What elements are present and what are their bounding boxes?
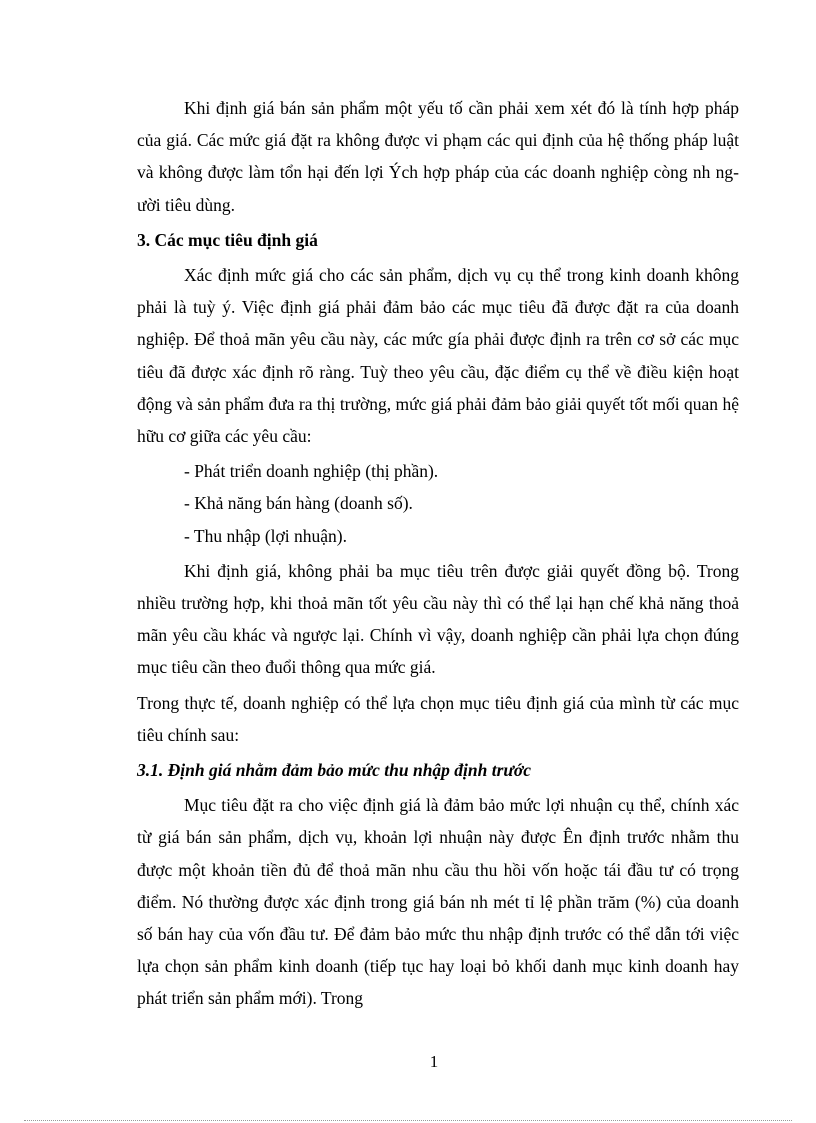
page-number: 1 bbox=[429, 1052, 439, 1071]
list-item: - Phát triển doanh nghiệp (thị phần). bbox=[184, 461, 439, 482]
list-item: - Thu nhập (lợi nhuận). bbox=[184, 525, 347, 546]
page-body bbox=[137, 92, 739, 1018]
page-bottom-divider bbox=[24, 1120, 792, 1121]
paragraph-legality: Khi định giá bán sản phẩm một yếu tố cần phải xem xét đó là tính hợp pháp của giá. Các mức giá đặt ra không được vi phạm các qui định của hệ thống pháp luật và không được làm tổn hại đến lợi Ých hợp pháp của các doanh nghiệp còng nh người tiêu dùng. bbox=[137, 98, 739, 215]
paragraph-in-practice: Trong thực tế, doanh nghiệp có thể lựa chọn mục tiêu định giá của mình từ các mục tiêu chính sau: bbox=[137, 692, 739, 745]
paragraph-target-income: Mục tiêu đặt ra cho việc định giá là đảm bảo mức lợi nhuận cụ thể, chính xác từ giá bán sản phẩm, dịch vụ, khoản lợi nhuận này được Ên định trước nhằm thu được một khoản tiền đủ để thoả mãn nhu cầu thu hồi vốn hoặc tái đầu tư có trọng điểm. Nó thường được xác định trong giá bán nh mét tỉ lệ phần trăm (%) của doanh số bán hay của vốn đầu tư. Để đảm bảo mức thu nhập định trước có thể dẫn tới việc lựa chọn sản phẩm kinh doanh (tiếp tục hay loại bỏ khối danh mục kinh doanh hay phát triển sản phẩm mới). Trong bbox=[137, 795, 739, 1009]
subsection-heading-3-1: 3.1. Định giá nhằm đảm bảo mức thu nhập định trước bbox=[137, 760, 532, 781]
objectives-list bbox=[137, 455, 739, 552]
paragraph-tradeoff: Khi định giá, không phải ba mục tiêu trên được giải quyết đồng bộ. Trong nhiều trường hợp, khi thoả mãn tốt yêu cầu này thì có thể lại hạn chế khả năng thoả mãn yêu cầu khác và ngược lại. Chính vì vậy, doanh nghiệp cần phải lựa chọn đúng mục tiêu cần theo đuổi thông qua mức giá. bbox=[137, 560, 739, 678]
paragraph-pricing-objectives: Xác định mức giá cho các sản phẩm, dịch vụ cụ thể trong kinh doanh không phải là tuỳ ý. Việc định giá phải đảm bảo các mục tiêu đã được đặt ra của doanh nghiệp. Để thoả mãn yêu cầu này, các mức gía phải được định ra trên cơ sở các mục tiêu đã được xác định rõ ràng. Tuỳ theo yêu cầu, đặc điểm cụ thể về điều kiện hoạt động và sản phẩm đưa ra thị trường, mức giá phải đảm bảo giải quyết tốt mối quan hệ hữu cơ giữa các yêu cầu: bbox=[137, 265, 739, 447]
list-item: - Khả năng bán hàng (doanh số). bbox=[184, 493, 413, 514]
section-heading-3: 3. Các mục tiêu định giá bbox=[137, 229, 318, 250]
